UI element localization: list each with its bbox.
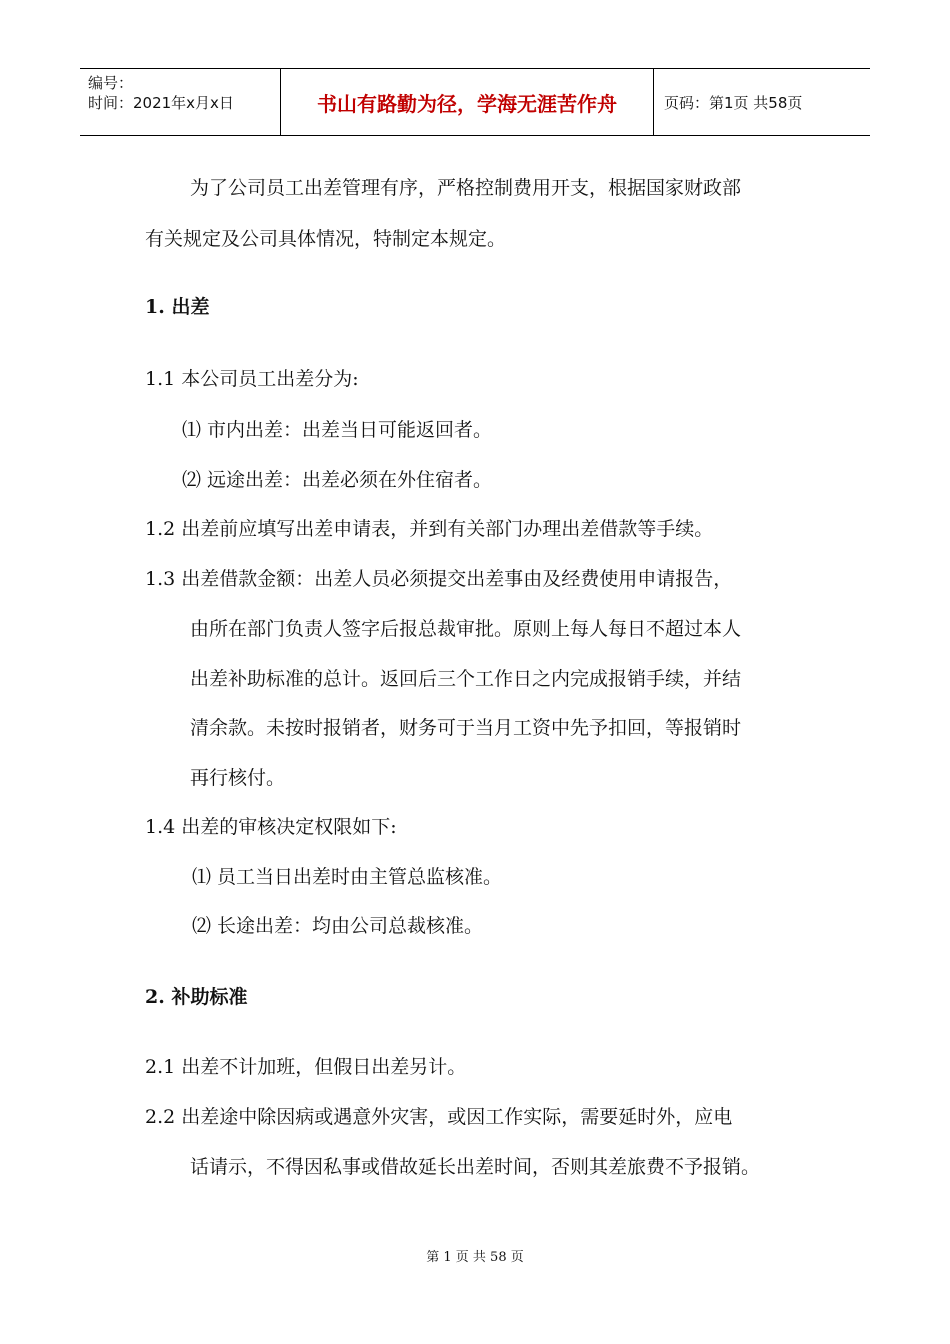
clause-2-1: 2.1 出差不计加班，但假日出差另计。 (145, 1056, 467, 1078)
clause-1-1-item-1: ⑴ 市内出差：出差当日可能返回者。 (182, 419, 493, 441)
clause-1-3-line-1: 1.3 出差借款金额：出差人员必须提交出差事由及经费使用申请报告， (145, 568, 733, 590)
section-2-heading: 2. 补助标准 (145, 986, 248, 1008)
document-number-label: 编号： (88, 74, 134, 92)
clause-2-2-line-2: 话请示，不得因私事或借故延长出差时间，否则其差旅费不予报销。 (190, 1156, 761, 1178)
intro-paragraph-line-1: 为了公司员工出差管理有序，严格控制费用开支，根据国家财政部 (190, 177, 742, 199)
clause-1-3-line-2: 由所在部门负责人签字后报总裁审批。原则上每人每日不超过本人 (190, 618, 742, 640)
header-meta-cell (80, 69, 281, 135)
section-1-heading: 1. 出差 (145, 296, 210, 318)
clause-1-3-line-5: 再行核付。 (190, 767, 286, 789)
clause-1-3-line-3: 出差补助标准的总计。返回后三个工作日之内完成报销手续，并结 (190, 668, 742, 690)
header-page-info: 页码：第1页 共58页 (664, 93, 803, 112)
clause-1-4-item-1: ⑴ 员工当日出差时由主管总监核准。 (192, 866, 503, 888)
clause-1-1-item-2: ⑵ 远途出差：出差必须在外住宿者。 (182, 469, 493, 491)
clause-1-2: 1.2 出差前应填写出差申请表，并到有关部门办理出差借款等手续。 (145, 518, 714, 540)
page-footer: 第 1 页 共 58 页 (426, 1250, 524, 1265)
header-slogan: 书山有路勤为径，学海无涯苦作舟 (281, 69, 654, 135)
clause-1-4-item-2: ⑵ 长途出差：均由公司总裁核准。 (192, 915, 484, 937)
clause-2-2-line-1: 2.2 出差途中除因病或遇意外灾害，或因工作实际，需要延时外，应电 (145, 1106, 733, 1128)
clause-1-3-line-4: 清余款。未按时报销者，财务可于当月工资中先予扣回，等报销时 (190, 717, 742, 739)
document-time-label: 时间：2021年x月x日 (88, 94, 234, 112)
clause-1-1: 1.1 本公司员工出差分为: (145, 368, 359, 390)
page-header (80, 68, 870, 136)
intro-paragraph-line-2: 有关规定及公司具体情况，特制定本规定。 (145, 228, 507, 250)
clause-1-4: 1.4 出差的审核决定权限如下: (145, 816, 397, 838)
